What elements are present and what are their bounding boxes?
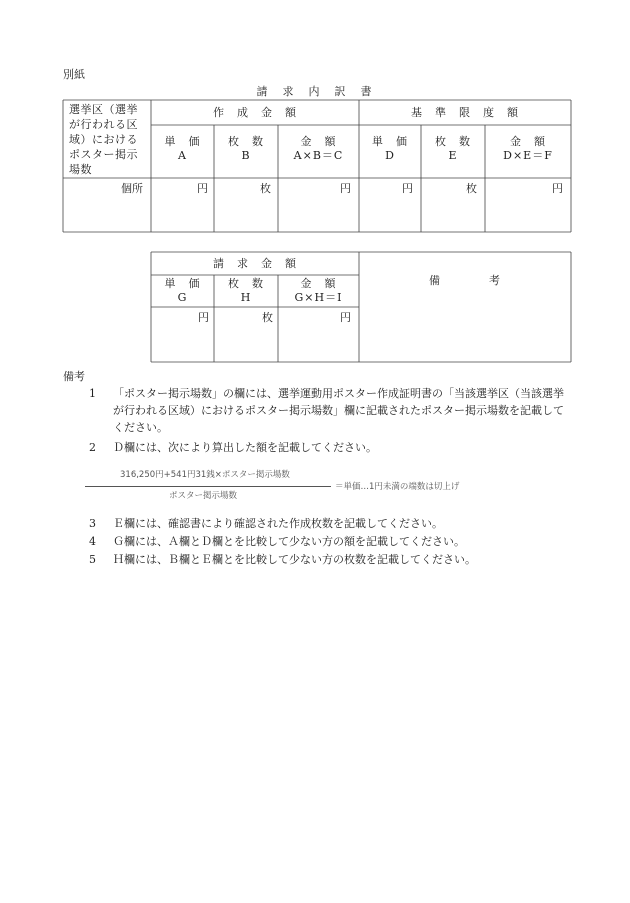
note-text: Ｅ欄には、確認書により確認された作成枚数を記載してください。 <box>113 517 443 530</box>
formula-denominator: ポスター掲示場数 <box>169 491 238 501</box>
district-header-line: 域）における <box>69 133 138 146</box>
col-e-label: 枚 数 <box>435 135 471 148</box>
unit-mai-e: 枚 <box>466 182 477 195</box>
col-c-symbol: A×B＝C <box>293 149 344 162</box>
col-h-symbol: H <box>240 291 252 304</box>
limit-amount-header: 基 準 限 度 額 <box>411 106 519 119</box>
district-header-line: 場数 <box>69 163 92 176</box>
claim-amount-header: 請 求 金 額 <box>213 257 297 270</box>
unit-mai-b: 枚 <box>260 182 271 195</box>
document-title: 請 求 内 訳 書 <box>256 85 374 98</box>
col-g-label: 単 価 <box>164 277 201 290</box>
col-c-header <box>278 135 359 163</box>
unit-mai-h: 枚 <box>262 311 273 324</box>
formula-numerator: 316,250円+541円31銭×ポスター掲示場数 <box>120 470 290 480</box>
note-text: Ｈ欄には、Ｂ欄とＥ欄とを比較して少ない方の枚数を記載してください。 <box>113 553 476 566</box>
unit-places: 個所 <box>121 182 143 195</box>
note-number: 4 <box>89 535 96 548</box>
unit-yen-a: 円 <box>197 182 208 195</box>
note-item <box>89 439 569 456</box>
col-h-header <box>214 277 278 305</box>
unit-yen-f: 円 <box>552 182 563 195</box>
col-b-symbol: B <box>241 149 251 162</box>
col-f-header <box>485 135 571 163</box>
creation-amount-header: 作 成 金 額 <box>213 106 297 119</box>
col-b-label: 枚 数 <box>228 135 264 148</box>
note-item <box>89 515 569 532</box>
unit-price-formula <box>85 465 515 505</box>
remarks-header: 備 考 <box>429 274 501 287</box>
note-text: Ｄ欄には、次により算出した額を記載してください。 <box>113 441 377 454</box>
attachment-label: 別紙 <box>63 68 85 81</box>
col-a-symbol: A <box>178 149 187 162</box>
col-b-header <box>214 135 278 163</box>
col-i-header <box>278 277 359 305</box>
note-text: Ｇ欄には、Ａ欄とＤ欄とを比較して少ない方の額を記載してください。 <box>113 535 465 548</box>
col-c-label: 金 額 <box>300 135 337 148</box>
col-e-header <box>421 135 485 163</box>
unit-yen-d: 円 <box>402 182 413 195</box>
note-item <box>89 551 569 568</box>
district-header-line: が行われる区 <box>69 118 138 131</box>
unit-yen-i: 円 <box>340 311 351 324</box>
note-text: 「ポスター掲示場数」の欄には、選挙運動用ポスター作成証明書の「当該選挙区（当該選挙が行われる区域）におけるポスター掲示場数」欄に記載されたポスター掲示場数を記載してください。 <box>113 387 564 434</box>
note-number: 1 <box>89 387 96 400</box>
note-number: 3 <box>89 517 96 530</box>
col-a-header <box>151 135 214 163</box>
col-i-symbol: G×H＝I <box>294 291 343 304</box>
col-f-label: 金 額 <box>510 135 546 148</box>
breakdown-table <box>63 100 571 232</box>
col-h-label: 枚 数 <box>228 277 264 290</box>
formula-result: ＝単価…1円未満の端数は切上げ <box>335 482 460 492</box>
note-item <box>89 533 569 550</box>
note-number: 5 <box>89 553 96 566</box>
note-number: 2 <box>89 441 96 454</box>
district-header-line: 選挙区（選挙 <box>69 103 138 116</box>
col-d-label: 単 価 <box>372 135 408 148</box>
district-posting-header <box>69 102 149 177</box>
unit-yen-g: 円 <box>198 311 209 324</box>
district-header-line: ポスター掲示 <box>69 148 138 161</box>
col-d-header <box>359 135 421 163</box>
col-e-symbol: E <box>448 149 458 162</box>
col-i-label: 金 額 <box>300 277 337 290</box>
unit-yen-c: 円 <box>340 182 351 195</box>
col-f-symbol: D×E＝F <box>503 149 553 162</box>
notes-heading: 備考 <box>63 370 85 383</box>
col-g-symbol: G <box>177 291 188 304</box>
fraction-bar <box>85 486 331 487</box>
col-g-header <box>151 277 214 305</box>
claim-table <box>151 252 571 362</box>
col-d-symbol: D <box>385 149 395 162</box>
note-item <box>89 385 569 436</box>
col-a-label: 単 価 <box>164 135 201 148</box>
